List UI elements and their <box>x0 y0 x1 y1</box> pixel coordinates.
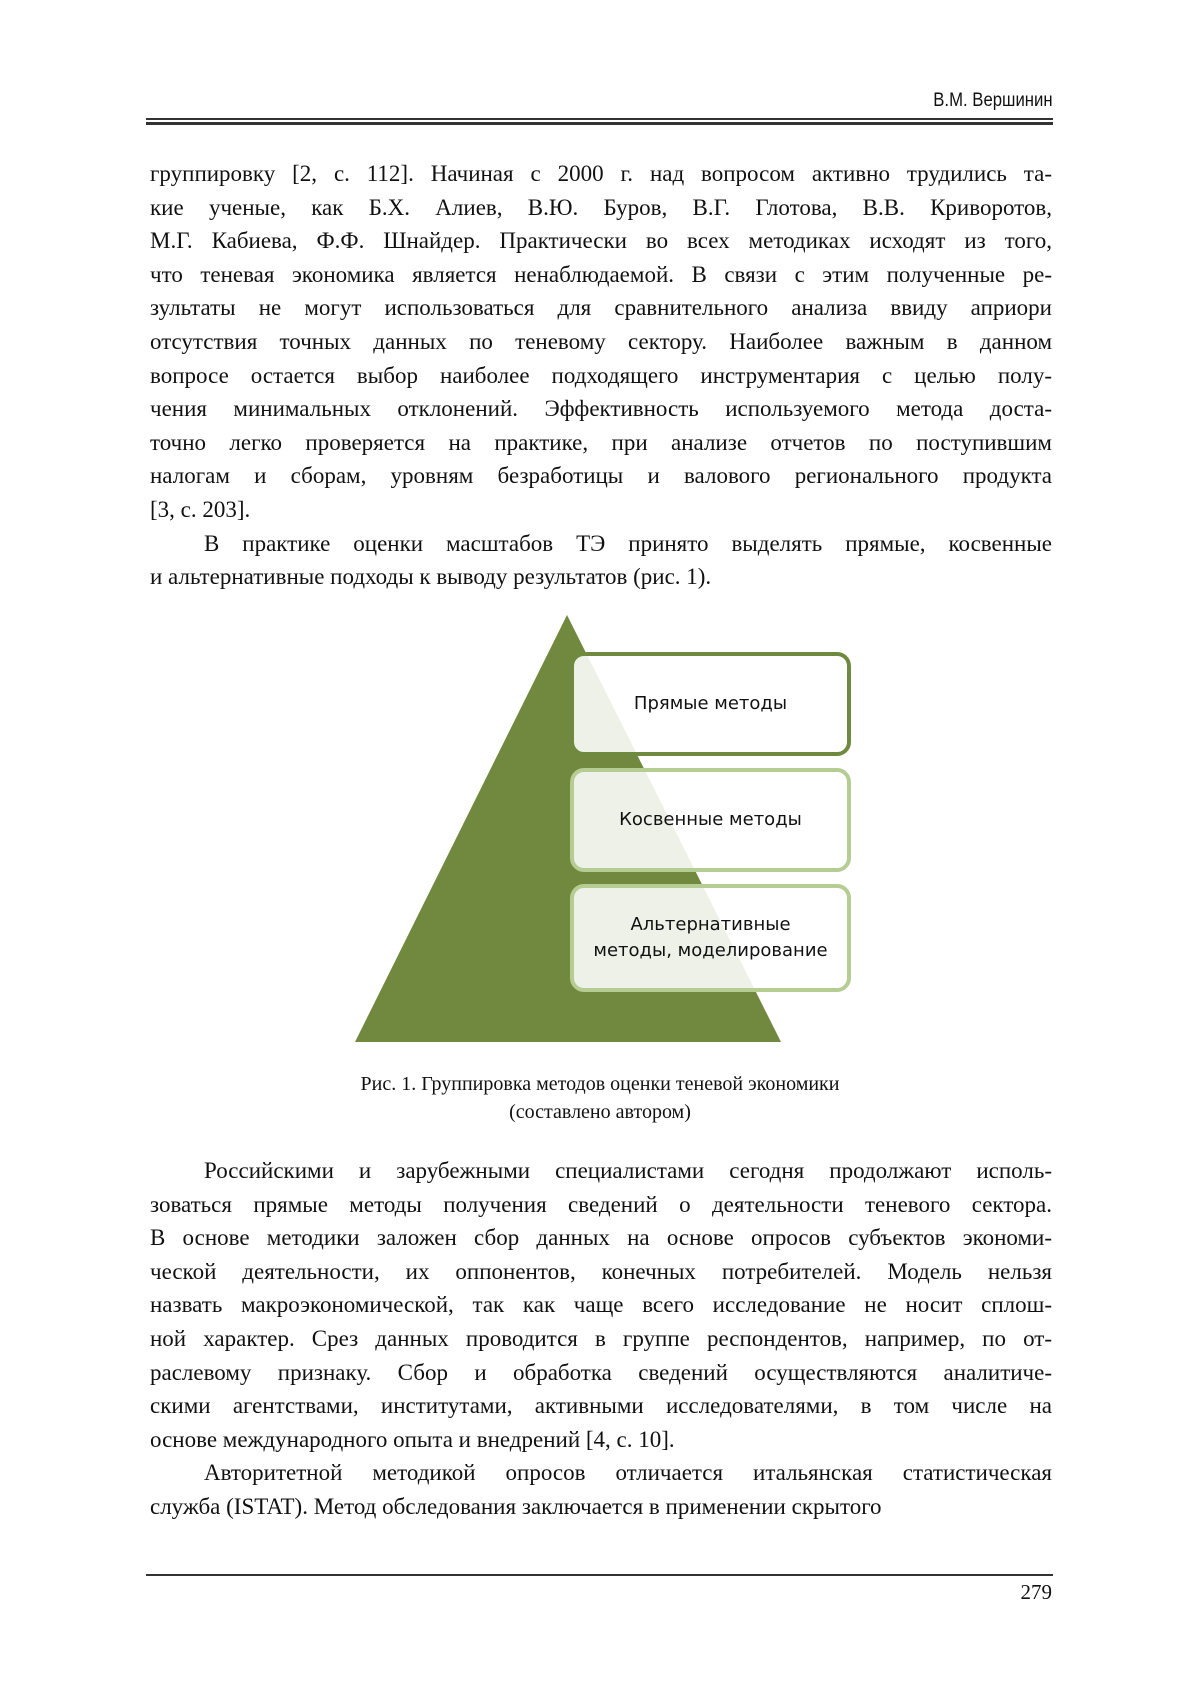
running-head: В.М. Вершинин <box>934 90 1053 112</box>
text-line: Авторитетной методикой опросов отличается итальянская статистическая <box>150 1456 1052 1490</box>
text-line: раслевому признаку. Сбор и обработка сведений осуществляются аналитиче- <box>150 1356 1052 1390</box>
text-line: точно легко проверяется на практике, при анализе отчетов по поступившим <box>150 426 1052 460</box>
text-line: отсутствия точных данных по теневому сектору. Наиболее важным в данном <box>150 325 1052 359</box>
text-line: и альтернативные подходы к выводу результатов (рис. 1). <box>150 560 1052 594</box>
header-rule-thick <box>146 122 1053 125</box>
caption-note: (составлено автором) <box>0 1098 1200 1126</box>
caption-title: Рис. 1. Группировка методов оценки теневой экономики <box>0 1070 1200 1098</box>
text-line: кие ученые, как Б.Х. Алиев, В.Ю. Буров, В.Г. Глотова, В.В. Криворотов, <box>150 191 1052 225</box>
box-label: Косвенные методы <box>619 807 802 833</box>
text-line: скими агентствами, институтами, активными исследователями, в том числе на <box>150 1389 1052 1423</box>
text-line: налогам и сборам, уровням безработицы и валового регионального продукта <box>150 459 1052 493</box>
text-line: служба (ISTAT). Метод обследования заключается в применении скрытого <box>150 1490 1052 1524</box>
text-line: что теневая экономика является ненаблюдаемой. В связи с этим полученные ре- <box>150 258 1052 292</box>
text-line: В основе методики заложен сбор данных на основе опросов субъектов экономи- <box>150 1221 1052 1255</box>
text-line: вопросе остается выбор наиболее подходящего инструментария с целью полу- <box>150 359 1052 393</box>
box-direct-methods <box>570 652 851 756</box>
figure-caption <box>0 1070 1200 1126</box>
text-line: группировку [2, с. 112]. Начиная с 2000 г. над вопросом активно трудились та- <box>150 157 1052 191</box>
text-line: чения минимальных отклонений. Эффективность используемого метода доста- <box>150 392 1052 426</box>
box-label-line: методы, моделирование <box>593 938 827 964</box>
text-line: зультаты не могут использоваться для сравнительного анализа ввиду априори <box>150 291 1052 325</box>
text-line: Российскими и зарубежными специалистами сегодня продолжают исполь- <box>150 1154 1052 1188</box>
box-label-line: Альтернативные <box>593 912 827 938</box>
box-alternative-methods <box>570 884 851 992</box>
text-line: В практике оценки масштабов ТЭ принято выделять прямые, косвенные <box>150 527 1052 561</box>
header-rule <box>146 118 1053 120</box>
text-line: назвать макроэкономической, так как чаще всего исследование не носит сплош- <box>150 1288 1052 1322</box>
page-number: 279 <box>1021 1580 1053 1605</box>
box-label: Прямые методы <box>634 691 787 717</box>
body-text-top <box>150 157 1052 594</box>
text-line: зоваться прямые методы получения сведений о деятельности теневого сектора. <box>150 1188 1052 1222</box>
box-indirect-methods <box>570 768 851 872</box>
footer-rule <box>146 1574 1053 1576</box>
text-line: ной характер. Срез данных проводится в группе респондентов, например, по от- <box>150 1322 1052 1356</box>
text-line: основе международного опыта и внедрений [4, с. 10]. <box>150 1423 1052 1457</box>
text-line: М.Г. Кабиева, Ф.Ф. Шнайдер. Практически во всех методиках исходят из того, <box>150 224 1052 258</box>
text-line: [3, с. 203]. <box>150 493 1052 527</box>
text-line: ческой деятельности, их оппонентов, конечных потребителей. Модель нельзя <box>150 1255 1052 1289</box>
body-text-bottom <box>150 1154 1052 1524</box>
